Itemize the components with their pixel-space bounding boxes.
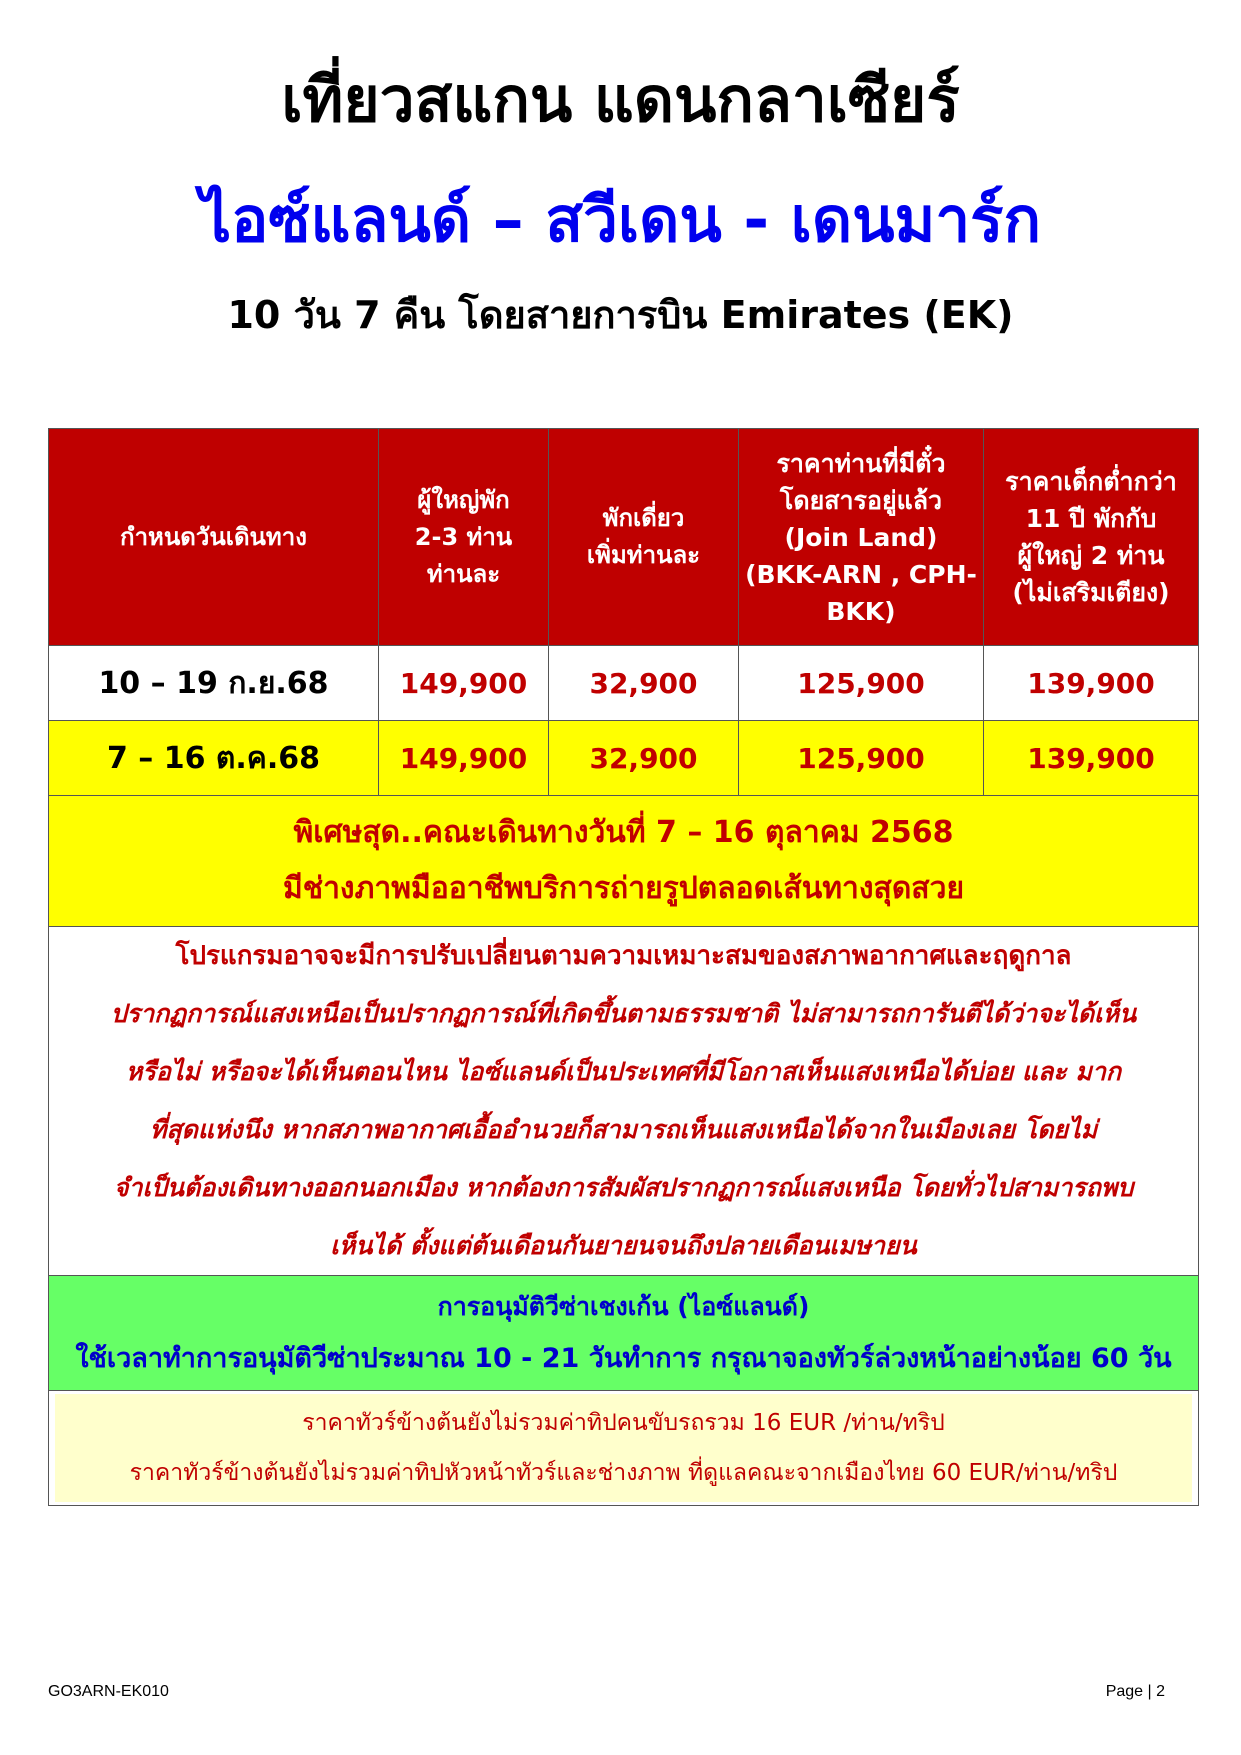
row-single-price: 32,900 bbox=[549, 721, 739, 796]
row-child-price: 139,900 bbox=[984, 646, 1199, 721]
price-table bbox=[48, 428, 1199, 1506]
tips-box bbox=[55, 1394, 1192, 1502]
col-header-adult: ผู้ใหญ่พัก 2-3 ท่าน ท่านละ bbox=[379, 429, 549, 646]
col-header-join-land: ราคาท่านที่มีตั๋ว โดยสารอยู่แล้ว (Join Land) (BKK-ARN , CPH- BKK) bbox=[739, 429, 984, 646]
title-line-1: เที่ยวสแกน แดนกลาเซียร์ bbox=[281, 63, 960, 136]
col-header-date: กำหนดวันเดินทาง bbox=[49, 429, 379, 646]
tips-cell bbox=[49, 1391, 1199, 1506]
notes-row bbox=[49, 927, 1199, 1276]
special-offer-line-2: มีช่างภาพมืออาชีพบริการถ่ายรูปตลอดเส้นทางสุดสวย bbox=[282, 871, 965, 906]
tips-line-2: ราคาทัวร์ข้างต้นยังไม่รวมค่าทิปหัวหน้าทัวร์และช่างภาพ ที่ดูแลคณะจากเมืองไทย 60 EUR/ท่าน/ทริป bbox=[129, 1460, 1118, 1486]
col-header-single: พักเดี่ยว เพิ่มท่านละ bbox=[549, 429, 739, 646]
notes-line: เห็นได้ ตั้งแต่ต้นเดือนกันยายนจนถึงปลายเดือนเมษายน bbox=[330, 1231, 917, 1260]
notes-line: ปรากฏการณ์แสงเหนือเป็นปรากฏการณ์ที่เกิดขึ้นตามธรรมชาติ ไม่สามารถการันตีได้ว่าจะได้เห็น bbox=[110, 999, 1137, 1028]
visa-row bbox=[49, 1276, 1199, 1391]
visa-body: ใช้เวลาทำการอนุมัติวีซ่าประมาณ 10 - 21 วันทำการ กรุณาจองทัวร์ล่วงหน้าอย่างน้อย 60 วัน bbox=[75, 1343, 1172, 1374]
row-adult-price: 149,900 bbox=[379, 721, 549, 796]
row-date: 7 – 16 ต.ค.68 bbox=[49, 721, 379, 796]
col-header-child: ราคาเด็กต่ำกว่า 11 ปี พักกับ ผู้ใหญ่ 2 ท่าน (ไม่เสริมเตียง) bbox=[984, 429, 1199, 646]
table-row bbox=[49, 721, 1199, 796]
visa-heading: การอนุมัติวีซ่าเชงเก้น (ไอซ์แลนด์) bbox=[437, 1292, 810, 1321]
special-offer-line-1: พิเศษสุด..คณะเดินทางวันที่ 7 – 16 ตุลาคม 2568 bbox=[293, 815, 954, 850]
row-join-land-price: 125,900 bbox=[739, 646, 984, 721]
notes-heading: โปรแกรมอาจจะมีการปรับเปลี่ยนตามความเหมาะสมของสภาพอากาศและฤดูกาล bbox=[175, 941, 1072, 971]
title-line-3: 10 วัน 7 คืน โดยสายการบิน Emirates (EK) bbox=[227, 293, 1014, 337]
footer-page-number: Page | 2 bbox=[1105, 1683, 1165, 1700]
row-adult-price: 149,900 bbox=[379, 646, 549, 721]
visa-cell bbox=[49, 1276, 1199, 1391]
table-row bbox=[49, 646, 1199, 721]
row-single-price: 32,900 bbox=[549, 646, 739, 721]
footer-code: GO3ARN-EK010 bbox=[48, 1683, 169, 1700]
row-join-land-price: 125,900 bbox=[739, 721, 984, 796]
row-child-price: 139,900 bbox=[984, 721, 1199, 796]
notes-line: ที่สุดแห่งนึง หากสภาพอากาศเอื้ออำนวยก็สามารถเห็นแสงเหนือได้จากในเมืองเลย โดยไม่ bbox=[149, 1115, 1098, 1144]
title-line-2: ไอซ์แลนด์ – สวีเดน - เดนมาร์ก bbox=[199, 183, 1042, 256]
special-offer-cell bbox=[49, 796, 1199, 927]
special-offer-row bbox=[49, 796, 1199, 927]
notes-line: หรือไม่ หรือจะได้เห็นตอนไหน ไอซ์แลนด์เป็นประเทศที่มีโอกาสเห็นแสงเหนือได้บ่อย และ มาก bbox=[125, 1057, 1122, 1086]
notes-cell bbox=[49, 927, 1199, 1276]
table-header-row bbox=[49, 429, 1199, 646]
row-date: 10 – 19 ก.ย.68 bbox=[49, 646, 379, 721]
tips-line-1: ราคาทัวร์ข้างต้นยังไม่รวมค่าทิปคนขับรถรวม 16 EUR /ท่าน/ทริป bbox=[302, 1410, 945, 1436]
tips-row bbox=[49, 1391, 1199, 1506]
notes-line: จำเป็นต้องเดินทางออกนอกเมือง หากต้องการสัมผัสปรากฏการณ์แสงเหนือ โดยทั่วไปสามารถพบ bbox=[113, 1173, 1134, 1202]
